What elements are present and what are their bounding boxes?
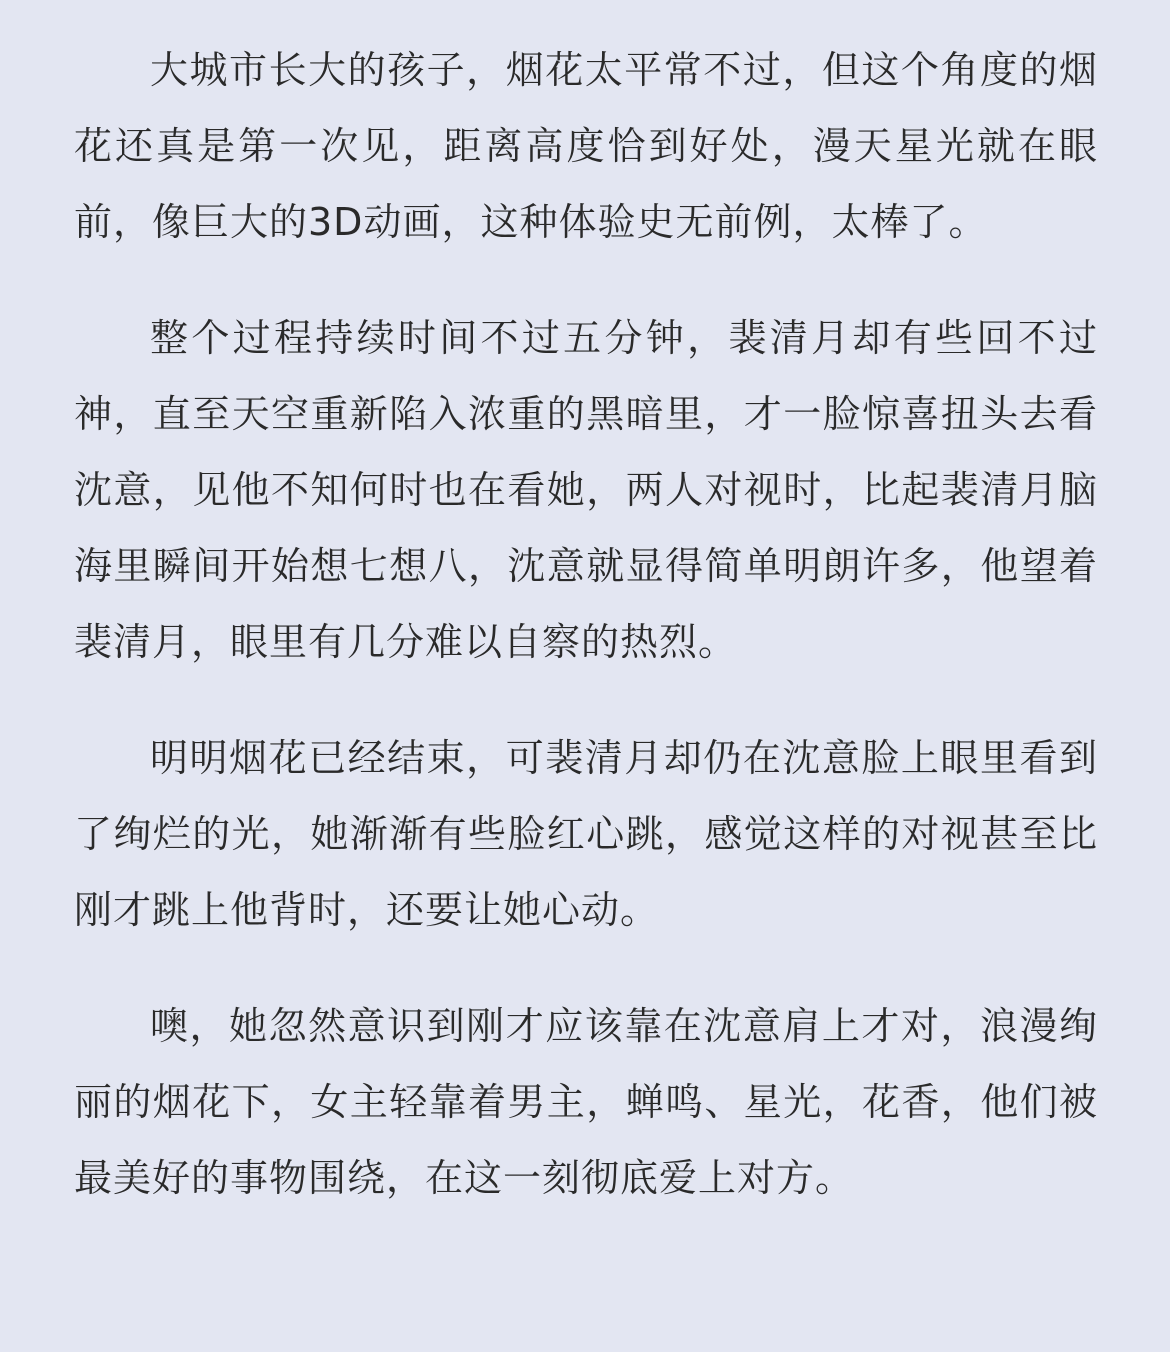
paragraph-3: 明明烟花已经结束，可裴清月却仍在沈意脸上眼里看到了绚烂的光，她渐渐有些脸红心跳，感觉这样的对视甚至比刚才跳上他背时，还要让她心动。	[74, 736, 1098, 932]
paragraph-1: 大城市长大的孩子，烟花太平常不过，但这个角度的烟花还真是第一次见，距离高度恰到好处，漫天星光就在眼前，像巨大的3D动画，这种体验史无前例，太棒了。	[74, 48, 1098, 244]
paragraph-4: 噢，她忽然意识到刚才应该靠在沈意肩上才对，浪漫绚丽的烟花下，女主轻靠着男主，蝉鸣、星光，花香，他们被最美好的事物围绕，在这一刻彻底爱上对方。	[74, 1004, 1098, 1200]
paragraph-2: 整个过程持续时间不过五分钟，裴清月却有些回不过神，直至天空重新陷入浓重的黑暗里，才一脸惊喜扭头去看沈意，见他不知何时也在看她，两人对视时，比起裴清月脑海里瞬间开始想七想八，沈意就显得简单明朗许多，他望着裴清月，眼里有几分难以自察的热烈。	[74, 316, 1098, 664]
